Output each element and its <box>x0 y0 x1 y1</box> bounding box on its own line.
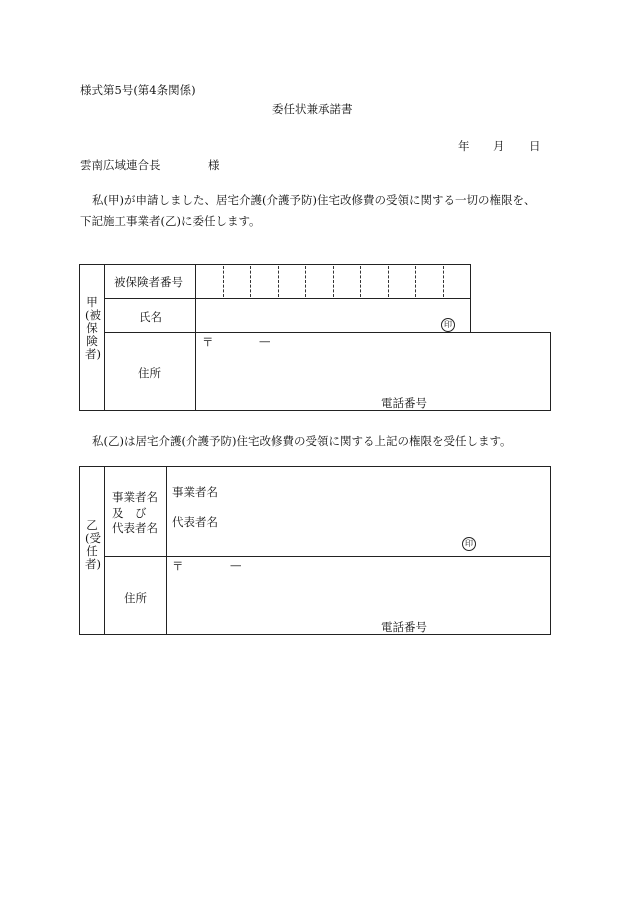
date-month: 月 <box>493 139 505 153</box>
business-label-3: 代表者名 <box>112 521 158 535</box>
addressee: 雲南広域連合長 <box>80 158 161 172</box>
agent-phone-label: 電話番号 <box>381 620 427 634</box>
business-field[interactable] <box>167 467 550 556</box>
representative-label: 代表者名 <box>172 515 218 529</box>
name-field[interactable] <box>196 299 470 332</box>
business-label-1: 事業者名 <box>112 490 158 504</box>
business-name-label: 事業者名 <box>172 485 218 499</box>
agent-seal-mark: 印 <box>462 537 476 551</box>
intro-line-1: 私(甲)が申請しました、居宅介護(介護予防)住宅改修費の受領に関する一切の権限を、 <box>92 193 536 207</box>
name-label: 氏名 <box>139 310 162 324</box>
seal-mark: 印 <box>441 318 455 332</box>
document-title: 委任状兼承諾書 <box>272 102 353 116</box>
agent-address-field[interactable] <box>167 557 550 634</box>
phone-label: 電話番号 <box>381 396 427 410</box>
honorific: 様 <box>208 158 220 172</box>
postal-mark: 〒 <box>202 335 214 349</box>
address-field[interactable] <box>196 333 550 410</box>
insured-side-label: 甲(被保険者) <box>85 295 101 361</box>
agent-address-label: 住所 <box>124 591 147 605</box>
agent-postal-dash: — <box>230 558 242 572</box>
date-year: 年 <box>458 139 470 153</box>
agent-side-label: 乙(受任者) <box>85 518 101 571</box>
business-label-2: 及 び <box>112 506 147 520</box>
form-number: 様式第5号(第4条関係) <box>80 83 196 97</box>
postal-dash: — <box>259 334 271 348</box>
insured-number-label: 被保険者番号 <box>114 275 183 289</box>
intro-line-2: 下記施工事業者(乙)に委任します。 <box>80 214 261 228</box>
address-label: 住所 <box>138 366 161 380</box>
agent-postal-mark: 〒 <box>172 559 184 573</box>
acceptance-text: 私(乙)は居宅介護(介護予防)住宅改修費の受領に関する上記の権限を受任します。 <box>92 434 512 448</box>
date-day: 日 <box>529 139 541 153</box>
insured-number-field[interactable] <box>196 265 470 298</box>
